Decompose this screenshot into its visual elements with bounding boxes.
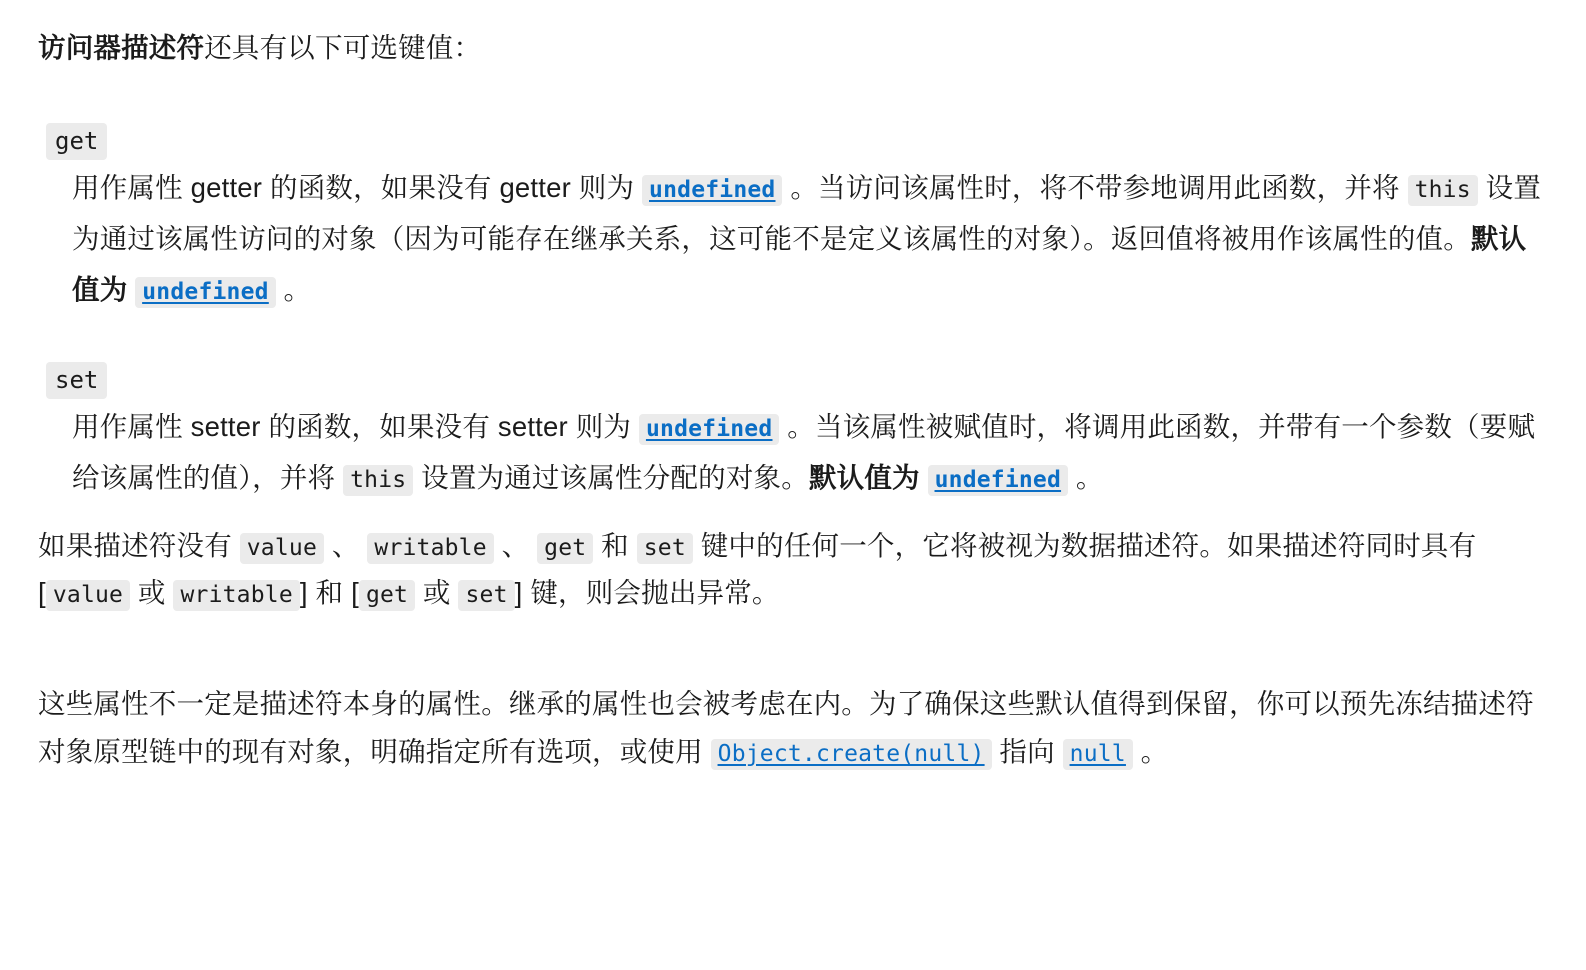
intro-lead-rest: 还具有以下可选键值：: [204, 32, 482, 63]
intro-paragraph: [38, 24, 1548, 71]
pd-text-7: ] 和 [: [299, 576, 359, 608]
pd-text-3: 、: [493, 529, 538, 561]
get-text-1: 用作属性 getter 的函数，如果没有 getter 则为: [72, 172, 643, 204]
intro-lead-bold: 访问器描述符: [38, 32, 205, 63]
pd-code-writable-2: writable: [173, 580, 299, 611]
pd-text-2: 、: [324, 529, 368, 561]
link-undefined-get-2[interactable]: undefined: [135, 274, 275, 305]
pd-text-1: 如果描述符没有: [38, 529, 240, 561]
pd-text-6: 或: [130, 576, 174, 608]
pi-text-3: 。: [1132, 735, 1169, 767]
term-set-code: set: [46, 362, 107, 399]
pd-code-set-2: set: [458, 580, 514, 611]
link-undefined-get-1[interactable]: undefined: [642, 172, 782, 203]
link-undefined-set-2[interactable]: undefined: [928, 462, 1068, 493]
pd-code-value-2: value: [46, 580, 130, 611]
get-bold-default: 默认值为: [72, 223, 1527, 306]
term-set: [46, 366, 1548, 394]
pd-code-value: value: [240, 533, 324, 564]
paragraph-inheritance-note: [38, 680, 1548, 775]
pd-text-8: 或: [415, 576, 459, 608]
link-null[interactable]: null: [1063, 736, 1133, 767]
pd-code-writable: writable: [367, 533, 493, 564]
paragraph-descriptor-rules: [38, 522, 1548, 617]
set-text-3: 设置为通过该属性分配的对象。: [413, 461, 809, 493]
set-bold-default: 默认值为: [808, 461, 920, 493]
get-code-this: this: [1408, 175, 1478, 206]
pi-text-1: 这些属性不一定是描述符本身的属性。继承的属性也会被考虑在内。为了确保这些默认值得到保留，你可以预先冻结描述符对象原型链中的现有对象，明确指定所有选项，或使用: [38, 688, 1534, 767]
get-text-2: 。当访问该属性时，将不带参地调用此函数，并将: [782, 172, 1408, 204]
definition-get: [72, 163, 1548, 316]
term-get-code: get: [46, 123, 107, 160]
pd-code-get-2: get: [359, 580, 415, 611]
descriptor-definition-list: [38, 127, 1548, 503]
link-object-create-null[interactable]: Object.create(null): [711, 736, 992, 767]
set-text-2: 。当该属性被赋值时，将调用此函数，并带有一个参数（要赋给该属性的值），并将: [72, 410, 1536, 493]
definition-set: [72, 402, 1548, 504]
pd-text-4: 和: [593, 529, 637, 561]
set-text-4: 。: [1068, 461, 1104, 493]
set-text-1: 用作属性 setter 的函数，如果没有 setter 则为: [72, 410, 639, 442]
pd-text-9: ] 键，则会抛出异常。: [514, 576, 780, 608]
get-text-3: 设置为通过该属性访问的对象（因为可能存在继承关系，这可能不是定义该属性的对象）。返回值将被用作该属性的值。: [72, 172, 1542, 255]
pd-code-set: set: [637, 533, 693, 564]
term-get: [46, 127, 1548, 155]
get-text-4: 。: [275, 274, 312, 306]
pd-text-5: 键中的任何一个，它将被视为数据描述符。如果描述符同时具有 [: [38, 529, 1477, 608]
pi-text-2: 指向: [991, 735, 1063, 767]
link-undefined-set-1[interactable]: undefined: [639, 411, 779, 442]
set-code-this: this: [343, 465, 413, 496]
pd-code-get: get: [537, 533, 593, 564]
